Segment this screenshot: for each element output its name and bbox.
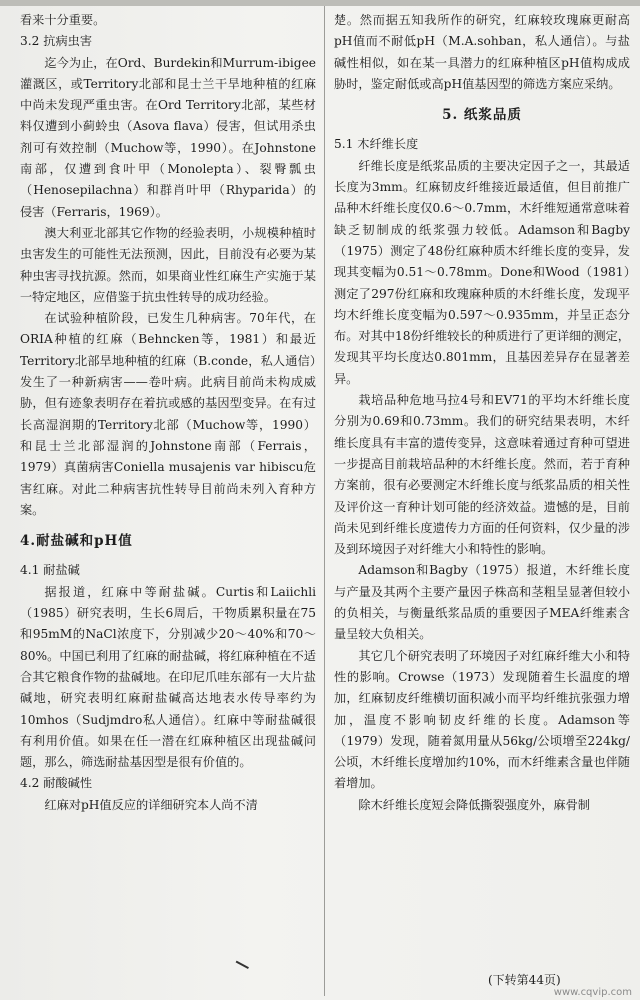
section-4-1-heading: 4.1 耐盐碱: [20, 563, 80, 578]
continued-text-line: 看来十分重要。: [20, 13, 106, 27]
paragraph: 栽培品种危地马拉4号和EV71的平均木纤维长度分别为0.69和0.73mm。我们的研究结果表明，木纤维长度具有丰富的遗传变异，这意味着通过育种可望进一步提高目前栽培品种的木纤维长度。然而，若于育种方案前，很有必要测定木纤维长度与纸浆品质的相关性及评价这一育种计划可能的经济效益。遗憾的是，目前尚未见到纤维长度遗传力方面的任何资料，仅少量的涉及到环境因子对纤维大小和特性的影响。: [334, 393, 630, 557]
paragraph: 据报道，红麻中等耐盐碱。Curtis和Laiichli（1985）研究表明，生长6周后，干物质累积量在75和95mM的NaCl浓度下，分别减少20～40%和70～80%。中国已利用了红麻的耐盐碱，将红麻种植在不适合其它粮食作物的盐碱地。在印尼爪哇东部有一大片盐碱地，研究表明红麻耐盐碱高达地表水传导率约为10mhos（Sudjmdro私人通信）。红麻中等耐盐碱很有利用价值。如果在任一潜在红麻种植区出现盐碱问题，那么，筛选耐盐基因型是很有价值的。: [20, 584, 316, 770]
paragraph: 其它几个研究表明了环境因子对红麻纤维大小和特性的影响。Crowse（1973）发现随着生长温度的增加，红麻韧皮纤维横切面积减小而平均纤维抗张强力增加，温度不影响韧皮纤维的长度。Adamson等（1979）发现，随着氮用量从56kg/公顷增至224kg/公顷，木纤维长度增加约10%，而木纤维素含量也伴随着增加。: [334, 648, 630, 791]
paragraph: 红麻对pH值反应的详细研究本人尚不清: [44, 797, 258, 812]
paragraph: 在试验种植阶段，已发生几种病害。70年代，在ORIA种植的红麻（Behncken等，1981）和最近Territory北部旱地种植的红麻（B.conde，私人通信）发生了一种新病害——卷叶病。此病目前尚未构成威胁，但有迹象表明存在着抗或感的基因型变异。在有过长高湿润期的Territory北部（Muchow等，1990）和昆士兰北部湿润的Johnstone南部（Ferrais，1979）真菌病害Coniella musajenis var hibiscu危害红麻。对此二种病害抗性转导目前尚未列入育种方案。: [20, 311, 316, 517]
left-column: [20, 10, 316, 816]
column-divider: [324, 6, 325, 996]
paragraph: 纤维长度是纸浆品质的主要决定因子之一，其最适长度为3mm。红麻韧皮纤维接近最适值，但目前推广品种木纤维长度仅0.6～0.7mm，木纤维短通常意味着缺乏韧制成的纸浆强力较低。Adamson和Bagby（1975）测定了48份红麻种质木纤维长度的变异，发现其变幅为0.51～0.78mm。Done和Wood（1981）测定了297份红麻和玫瑰麻种质的木纤维长度，发现平均木纤维长度变幅为0.597～0.935mm，并呈正态分布。对其中18份纤维较长的种质进行了更详细的测定，发现其平均长度达0.801mm，且基因差异存在显著差异。: [334, 158, 630, 386]
top-page-edge: [0, 0, 640, 6]
paragraph: 澳大利亚北部其它作物的经验表明，小规模种植时虫害发生的可能性无法预测，因此，目前没有必要为某种虫害寻找抗源。然而，如果商业性红麻生产实施于某一特定地区，应借鉴于抗虫性转导的成功经验。: [20, 225, 316, 304]
section-3-2-heading: 3.2 抗病虫害: [20, 34, 93, 49]
paragraph: 迄今为止，在Ord、Burdekin和Murrum-ibigee灌溉区，或Territory北部和昆士兰干旱地种植的红麻中尚未发现严重虫害。在Ord Territory北部，某些材料仅遭到小蓟蛉虫（Asova flava）侵害，但试用杀虫剂可有效控制（Muchow等，1990）。在Johnstone南部，仅遭到食叶甲（Monolepta）、裂臀瓢虫（Henosepilachna）和群肖叶甲（Rhyparida）的侵害（Ferraris，1969）。: [20, 55, 316, 219]
section-4-heading: 4.耐盐碱和pH值: [20, 533, 133, 550]
paragraph: Adamson和Bagby（1975）报道，木纤维长度与产量及其两个主要产量因子株高和茎粗呈显著但较小的负相关，与衡量纸浆品质的重要因子MEA纤维素含量呈较大负相关。: [334, 563, 630, 642]
section-4-2-heading: 4.2 耐酸碱性: [20, 776, 93, 791]
scan-artifact-mark: [229, 961, 249, 982]
section-5-1-heading: 5.1 木纤维长度: [334, 137, 419, 152]
section-5-heading: 5. 纸浆品质: [442, 107, 522, 124]
continued-paragraph: 楚。然而据五知我所作的研究，红麻较玫瑰麻更耐高pH值而不耐低pH（M.A.sohban，私人通信）。与盐碱性相似，如在某一具潜力的红麻种植区pH值构成成胁时，鉴定耐低或高pH值基因型的筛选方案应采纳。: [334, 13, 630, 91]
continued-page-note: (下转第44页): [488, 973, 561, 987]
watermark: www.cqvip.com: [553, 987, 632, 998]
right-column: [334, 10, 630, 816]
paragraph: 除木纤维长度短会降低撕裂强度外，麻骨制: [358, 797, 590, 812]
